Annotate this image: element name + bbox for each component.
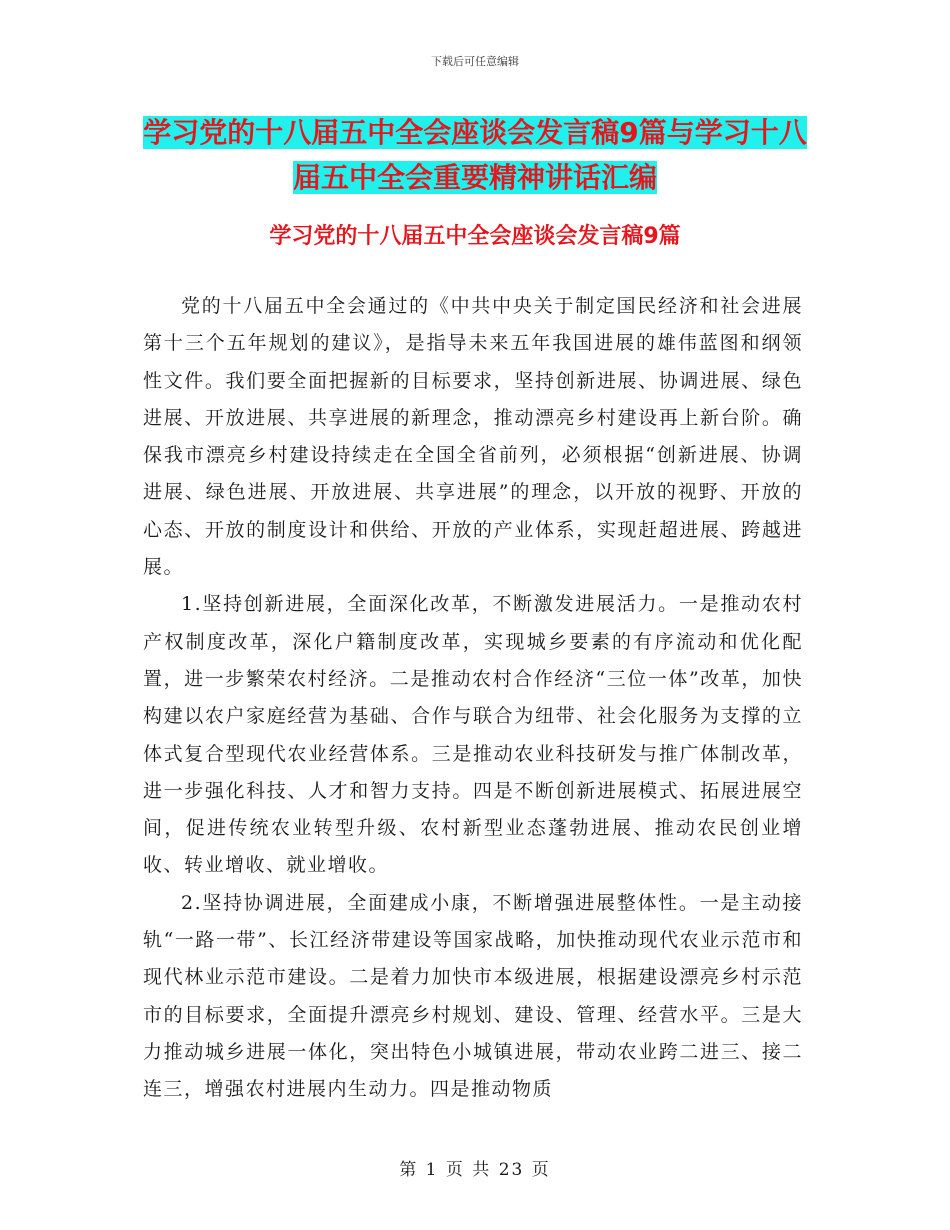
download-note: 下载后可任意编辑	[431, 55, 519, 68]
paragraph-intro: 党的十八届五中全会通过的《中共中央关于制定国民经济和社会进展第十三个五年规划的建议》，是指导未来五年我国进展的雄伟蓝图和纲领性文件。我们要全面把握新的目标要求，坚持创新进展、协调进展、绿色进展、开放进展、共享进展的新理念，推动漂亮乡村建设再上新台阶。确保我市漂亮乡村建设持续走在全国全省前列，必须根据“创新进展、协调进展、绿色进展、开放进展、共享进展”的理念，以开放的视野、开放的心态、开放的制度设计和供给、开放的产业体系，实现赶超进展、跨越进展。	[143, 295, 803, 579]
paragraph-innovation: 1.坚持创新进展，全面深化改革，不断激发进展活力。一是推动农村产权制度改革，深化户籍制度改革，实现城乡要素的有序流动和优化配置，进一步繁荣农村经济。二是推动农村合作经济“三位一体”改革，加快构建以农户家庭经营为基础、合作与联合为纽带、社会化服务为支撑的立体式复合型现代农业经营体系。三是推动农业科技研发与推广体制改革，进一步强化科技、人才和智力支持。四是不断创新进展模式、拓展进展空间，促进传统农业转型升级、农村新型业态蓬勃进展、推动农民创业增收、转业增收、就业增收。	[143, 593, 803, 877]
paragraph-coordination: 2.坚持协调进展，全面建成小康，不断增强进展整体性。一是主动接轨“一路一带”、长江经济带建设等国家战略，加快推动现代农业示范市和现代林业示范市建设。二是着力加快市本级进展，根据建设漂亮乡村示范市的目标要求，全面提升漂亮乡村规划、建设、管理、经营水平。三是大力推动城乡进展一体化，突出特色小城镇进展，带动农业跨二进三、接二连三，增强农村进展内生动力。四是推动物质	[143, 891, 803, 1101]
document-title	[140, 110, 810, 200]
page-number: 第 1 页 共 23 页	[399, 1160, 551, 1180]
section-title: 学习党的十八届五中全会座谈会发言稿9篇	[269, 224, 681, 249]
document-title-text: 学习党的十八届五中全会座谈会发言稿9篇与学习十八届五中全会重要精神讲话汇编	[143, 116, 807, 194]
document-body	[143, 288, 803, 1109]
